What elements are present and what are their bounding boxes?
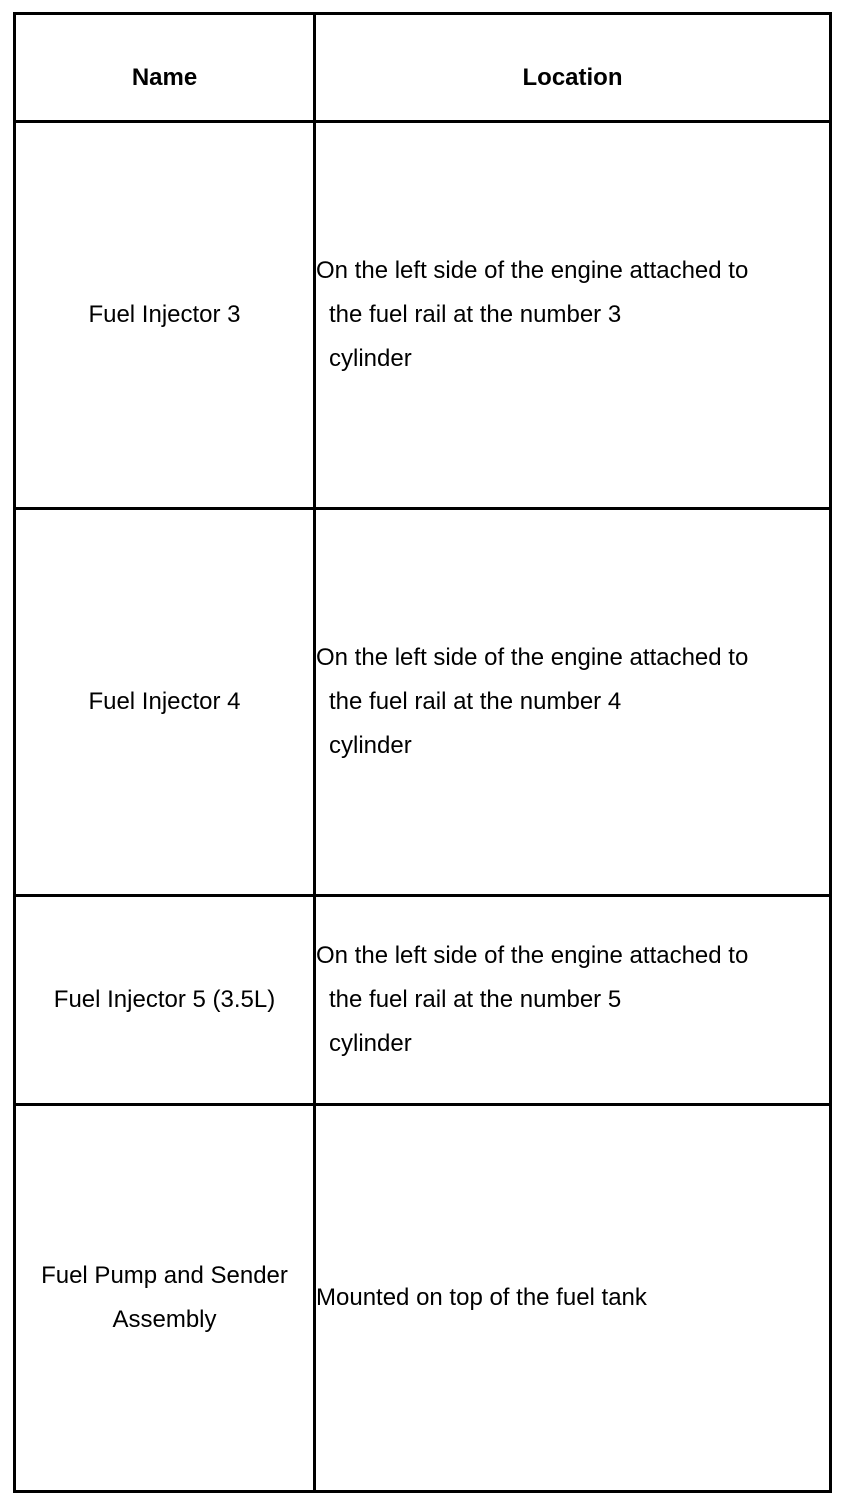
component-location-cell: [315, 1105, 831, 1492]
component-name-cell: [15, 122, 315, 509]
table-row: [15, 509, 831, 896]
location-line: On the left side of the engine attached to: [316, 257, 749, 284]
component-location-cell: [315, 896, 831, 1105]
table-row: [15, 1105, 831, 1492]
location-line: On the left side of the engine attached to: [316, 644, 749, 671]
location-line: cylinder: [329, 345, 412, 372]
header-row: [15, 14, 831, 122]
location-line: On the left side of the engine attached to: [316, 942, 749, 969]
component-name: Fuel Injector 5 (3.5L): [53, 986, 276, 1013]
components-table: [13, 12, 832, 1493]
component-location-cell: [315, 509, 831, 896]
location-line: the fuel rail at the number 4: [329, 688, 622, 715]
component-name: Fuel Pump and Sender: [41, 1262, 288, 1289]
table-row: [15, 896, 831, 1105]
location-line: the fuel rail at the number 5: [329, 986, 622, 1013]
location-column-header: Location: [315, 14, 831, 122]
component-name: Fuel Injector 4: [88, 688, 241, 715]
component-location-cell: [315, 122, 831, 509]
table-row: [15, 122, 831, 509]
location-line: cylinder: [329, 1030, 412, 1057]
component-name: Fuel Injector 3: [88, 301, 241, 328]
component-name: Assembly: [112, 1306, 217, 1333]
component-name-cell: [15, 1105, 315, 1492]
component-name-cell: [15, 509, 315, 896]
location-line: Mounted on top of the fuel tank: [316, 1284, 647, 1311]
component-name-cell: [15, 896, 315, 1105]
location-line: the fuel rail at the number 3: [329, 301, 622, 328]
location-line: cylinder: [329, 732, 412, 759]
name-column-header: Name: [15, 14, 315, 122]
